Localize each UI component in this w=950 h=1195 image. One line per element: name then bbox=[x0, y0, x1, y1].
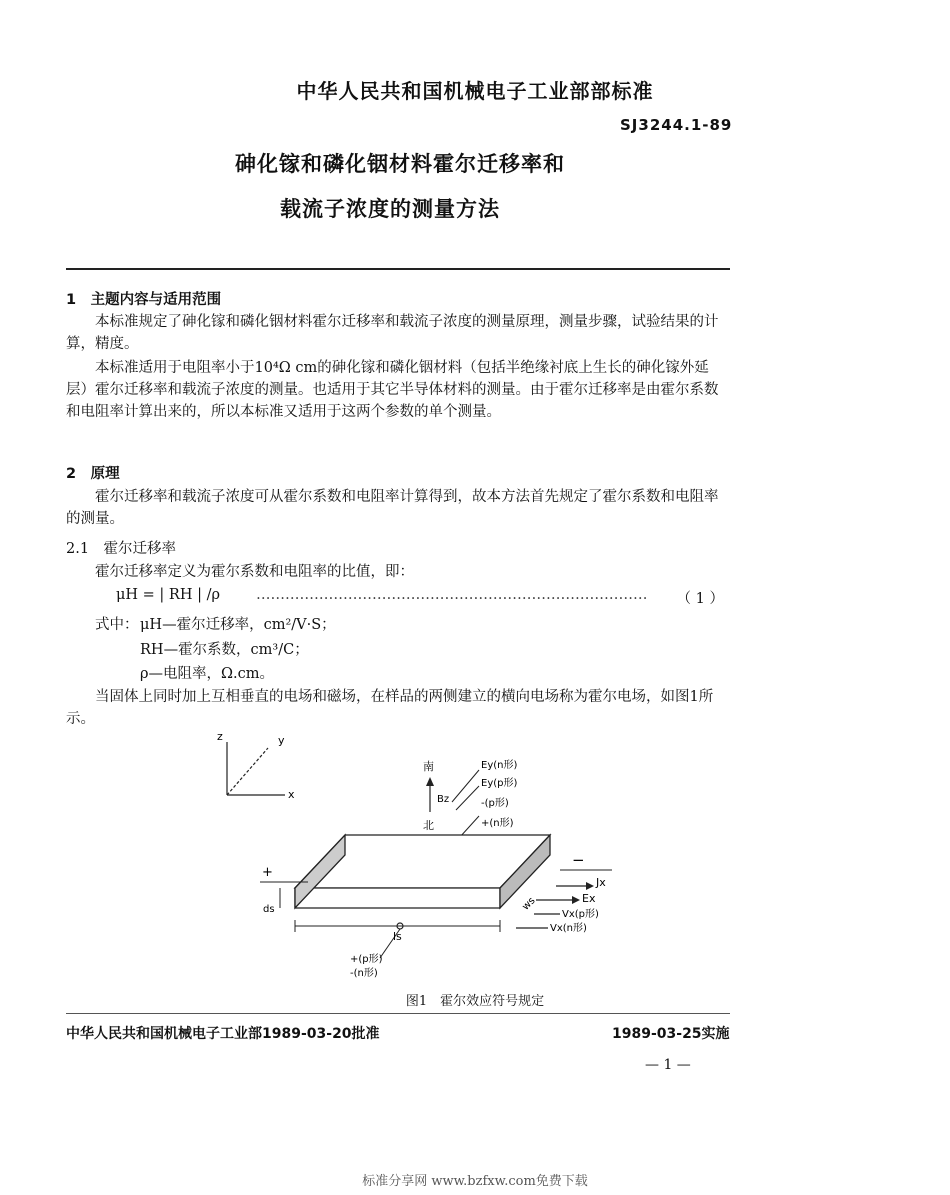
coordinate-axes bbox=[227, 742, 285, 795]
axis-y-label: y bbox=[278, 734, 285, 747]
watermark-footer: 标准分享网 www.bzfxw.com免费下载 bbox=[362, 1174, 588, 1189]
hall-field-paragraph: 当固体上同时加上互相垂直的电场和磁场，在样品的两侧建立的横向电场称为霍尔电场，如图1所示。 bbox=[66, 689, 714, 727]
subsection-2-1-heading: 2.1 霍尔迁移率 bbox=[66, 541, 177, 557]
formula-1 bbox=[66, 587, 730, 609]
section1-heading: 1 主题内容与适用范围 bbox=[66, 292, 222, 308]
formula-number: （ 1 ） bbox=[676, 591, 724, 607]
sample-slab bbox=[295, 835, 550, 908]
ey-arrow-p bbox=[456, 786, 479, 810]
section1-paragraph1: 本标准规定了砷化镓和磷化铟材料霍尔迁移率和载流子浓度的测量原理，测量步骤，试验结果的计算，精度。 bbox=[66, 314, 719, 352]
axis-x-label: x bbox=[288, 788, 295, 801]
definition-rh: RH—霍尔系数，cm³/C； bbox=[140, 642, 309, 658]
right-minus-sign: − bbox=[572, 851, 585, 869]
minus-n-label: -(n形) bbox=[350, 968, 378, 979]
ey-p-label: Ey(p形) bbox=[481, 778, 518, 789]
document-title-line2: 载流子浓度的测量方法 bbox=[280, 197, 500, 221]
bz-label: Bz bbox=[437, 794, 450, 805]
ex-label: Ex bbox=[582, 892, 596, 905]
axis-z-label: z bbox=[217, 730, 223, 743]
vx-n-label: Vx(n形) bbox=[550, 923, 587, 934]
jx-label: Jx bbox=[596, 876, 606, 889]
section2-heading: 2 原理 bbox=[66, 466, 120, 482]
south-label: 南 bbox=[423, 760, 434, 773]
title-divider bbox=[66, 268, 730, 270]
definition-rho: ρ—电阻率，Ω.cm。 bbox=[140, 666, 275, 682]
jx-arrow-head bbox=[586, 882, 594, 890]
north-label: 北 bbox=[423, 819, 434, 832]
where-label: 式中： bbox=[95, 617, 139, 633]
figure-1-caption: 图1 霍尔效应符号规定 bbox=[405, 994, 545, 1009]
figure-1-hall-effect bbox=[200, 730, 640, 990]
section2-paragraph1: 霍尔迁移率和载流子浓度可从霍尔系数和电阻率计算得到，故本方法首先规定了霍尔系数和电阻率的测量。 bbox=[66, 489, 719, 527]
formula-expression: μH = | RH | /ρ bbox=[116, 587, 221, 603]
document-title-line1: 砷化镓和磷化铟材料霍尔迁移率和 bbox=[235, 152, 565, 176]
section1-paragraph2: 本标准适用于电阻率小于10⁴Ω cm的砷化镓和磷化铟材料（包括半绝缘衬底上生长的砷化镓外延层）霍尔迁移率和载流子浓度的测量。也适用于其它半导体材料的测量。由于霍尔迁移率是由霍尔系数和电阻率计算出来的，所以本标准又适用于这两个参数的单个测量。 bbox=[66, 360, 719, 420]
b-field-arrow-head bbox=[426, 777, 434, 786]
left-plus-sign: + bbox=[262, 865, 273, 880]
thickness-label: ds bbox=[263, 904, 275, 915]
definition-mu-h: μH—霍尔迁移率，cm²/V·S； bbox=[140, 617, 336, 633]
plus-p-label: +(p形) bbox=[350, 954, 383, 965]
issuing-authority: 中华人民共和国机械电子工业部部标准 bbox=[296, 79, 654, 103]
ex-arrow-head bbox=[572, 896, 580, 904]
formula-leader-dots: ……………………………………………………………………… bbox=[256, 587, 648, 603]
page-number: — 1 — bbox=[645, 1057, 691, 1073]
minus-p-label: -(p形) bbox=[481, 798, 509, 809]
vx-p-label: Vx(p形) bbox=[562, 909, 599, 920]
approval-line: 中华人民共和国机械电子工业部1989-03-20批准 bbox=[66, 1026, 380, 1042]
ey-n-label: Ey(n形) bbox=[481, 760, 518, 771]
length-label: ls bbox=[393, 930, 402, 943]
implementation-date: 1989-03-25实施 bbox=[612, 1026, 730, 1042]
y-axis bbox=[227, 748, 268, 795]
plus-n-label: +(n形) bbox=[481, 818, 514, 829]
hall-effect-diagram bbox=[200, 730, 640, 990]
standard-code: SJ3244.1-89 bbox=[620, 116, 733, 134]
ey-arrow-n bbox=[452, 770, 479, 802]
width-label: ws bbox=[520, 895, 538, 913]
slab-front-face bbox=[295, 888, 500, 908]
subsection-2-1-definition: 霍尔迁移率定义为霍尔系数和电阻率的比值，即： bbox=[95, 564, 414, 580]
footer-divider bbox=[66, 1013, 730, 1014]
